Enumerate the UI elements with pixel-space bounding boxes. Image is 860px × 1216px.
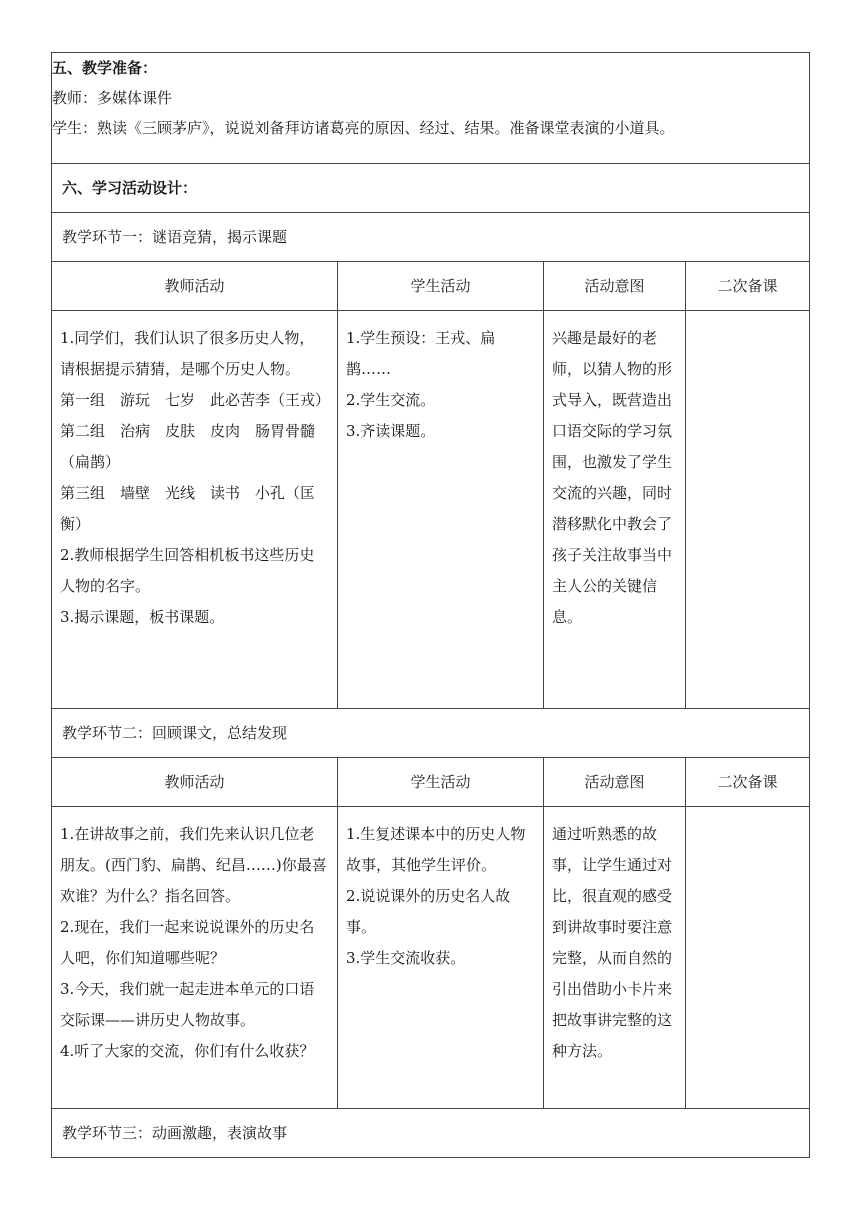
stage-2-student-line: 2.说说课外的历史名人故事。 bbox=[346, 887, 511, 936]
stage-1-intent: 兴趣是最好的老师，以猜人物的形式导入，既营造出口语交际的学习氛围，也激发了学生交流的兴趣，同时潜移默化中教会了孩子关注故事当中主人公的关键信息。 bbox=[544, 311, 686, 709]
stage-1-student-line: 3.齐读课题。 bbox=[346, 422, 436, 440]
stage-1-student-line: 1.学生预设：王戎、扁鹊…… bbox=[346, 329, 496, 378]
section-5-row bbox=[52, 53, 810, 164]
stage-1-teacher-activity bbox=[52, 311, 338, 709]
stage-2-notes bbox=[686, 807, 810, 1109]
stage-2-title-row bbox=[52, 709, 810, 758]
section-5-teacher-prep: 教师：多媒体课件 bbox=[52, 89, 173, 107]
section-5-heading: 五、教学准备： bbox=[52, 59, 158, 77]
stage-2-header-row bbox=[52, 758, 810, 807]
column-header-teacher: 教师活动 bbox=[52, 262, 338, 311]
stage-1-teacher-line: 1.同学们，我们认识了很多历史人物，请根据提示猜猜，是哪个历史人物。 bbox=[60, 329, 315, 378]
stage-1-title: 教学环节一：谜语竞猜，揭示课题 bbox=[52, 213, 810, 262]
stage-1-title-row bbox=[52, 213, 810, 262]
stage-2-student-line: 1.生复述课本中的历史人物故事，其他学生评价。 bbox=[346, 825, 526, 874]
stage-1-content-row bbox=[52, 311, 810, 709]
stage-1-teacher-line: 第二组 治病 皮肤 皮肉 肠胃骨髓（扁鹊） bbox=[60, 422, 316, 471]
column-header-teacher: 教师活动 bbox=[52, 758, 338, 807]
stage-1-teacher-line: 第三组 墙壁 光线 读书 小孔（匡衡） bbox=[60, 484, 316, 533]
column-header-student: 学生活动 bbox=[338, 758, 544, 807]
column-header-intent: 活动意图 bbox=[544, 758, 686, 807]
stage-2-student-activity bbox=[338, 807, 544, 1109]
column-header-notes: 二次备课 bbox=[686, 758, 810, 807]
column-header-student: 学生活动 bbox=[338, 262, 544, 311]
stage-2-teacher-line: 3.今天，我们就一起走进本单元的口语交际课——讲历史人物故事。 bbox=[60, 980, 315, 1029]
stage-2-teacher-line: 2.现在，我们一起来说说课外的历史名人吧，你们知道哪些呢？ bbox=[60, 918, 315, 967]
column-header-intent: 活动意图 bbox=[544, 262, 686, 311]
stage-2-title: 教学环节二：回顾课文，总结发现 bbox=[52, 709, 810, 758]
stage-1-teacher-line: 2.教师根据学生回答相机板书这些历史人物的名字。 bbox=[60, 546, 315, 595]
stage-2-teacher-line: 1.在讲故事之前，我们先来认识几位老朋友。(西门豹、扁鹊、纪昌……)你最喜欢谁？为什么？指名回答。 bbox=[60, 825, 327, 905]
stage-2-intent: 通过听熟悉的故事，让学生通过对比，很直观的感受到讲故事时要注意完整，从而自然的引出借助小卡片来把故事讲完整的这种方法。 bbox=[544, 807, 686, 1109]
stage-1-notes bbox=[686, 311, 810, 709]
section-6-heading: 六、学习活动设计： bbox=[62, 179, 198, 197]
stage-1-header-row bbox=[52, 262, 810, 311]
stage-1-teacher-line: 第一组 游玩 七岁 此必苦李（王戎） bbox=[60, 391, 331, 409]
column-header-notes: 二次备课 bbox=[686, 262, 810, 311]
stage-3-title-row bbox=[52, 1109, 810, 1158]
stage-2-student-line: 3.学生交流收获。 bbox=[346, 949, 466, 967]
lesson-plan-table bbox=[51, 52, 810, 1158]
section-6-row bbox=[52, 164, 810, 213]
stage-3-title: 教学环节三：动画激趣，表演故事 bbox=[52, 1109, 810, 1158]
stage-1-student-line: 2.学生交流。 bbox=[346, 391, 436, 409]
section-5-student-prep: 学生：熟读《三顾茅庐》，说说刘备拜访诸葛亮的原因、经过、结果。准备课堂表演的小道具。 bbox=[52, 119, 675, 137]
stage-1-student-activity bbox=[338, 311, 544, 709]
stage-2-content-row bbox=[52, 807, 810, 1109]
stage-2-teacher-line: 4.听了大家的交流，你们有什么收获？ bbox=[60, 1042, 315, 1060]
stage-2-teacher-activity bbox=[52, 807, 338, 1109]
stage-1-teacher-line: 3.揭示课题，板书课题。 bbox=[60, 608, 225, 626]
